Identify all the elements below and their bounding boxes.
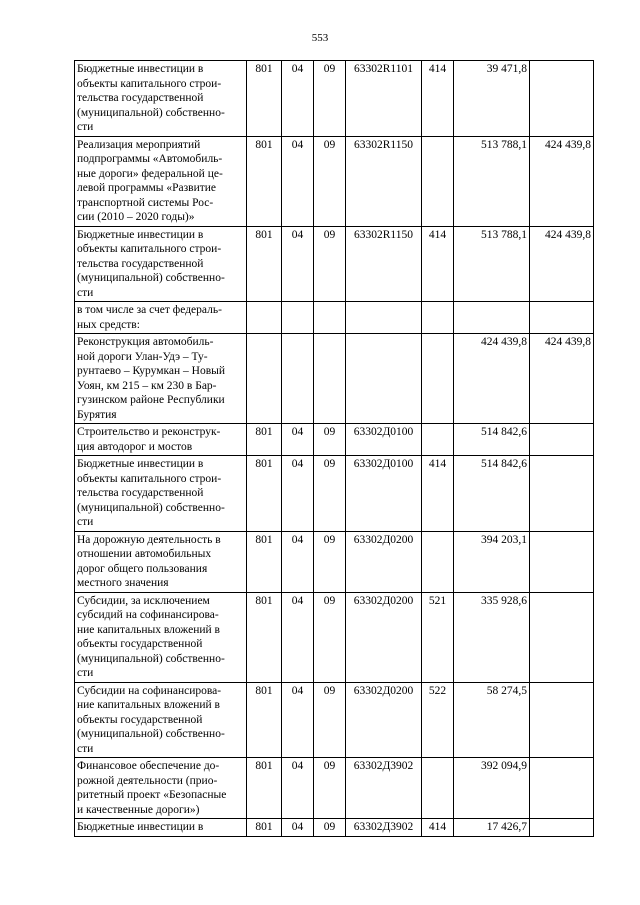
section-code-cell: 04 xyxy=(282,592,314,682)
target-code-cell: 63302Д3902 xyxy=(346,819,422,837)
section-code-cell: 04 xyxy=(282,758,314,819)
row-name-line: рожной деятельности (прио- xyxy=(77,774,218,787)
row-name-line: ритетный проект «Безопасные xyxy=(77,789,227,801)
table-row xyxy=(75,682,594,758)
subsection-code-cell xyxy=(314,334,346,424)
subsection-code-cell: 09 xyxy=(314,61,346,137)
row-name-line: местного значения xyxy=(77,577,169,589)
row-name-cell xyxy=(75,61,247,137)
row-name-cell xyxy=(75,758,247,819)
ministry-code-cell: 801 xyxy=(247,136,282,226)
ministry-code-cell xyxy=(247,334,282,424)
section-code-cell: 04 xyxy=(282,531,314,592)
table-row xyxy=(75,334,594,424)
amount-1-cell xyxy=(454,302,530,334)
subsection-code-cell: 09 xyxy=(314,758,346,819)
amount-1-cell: 514 842,6 xyxy=(454,456,530,532)
row-name-line: транспортной системы Рос- xyxy=(77,196,214,209)
row-name-line: ные дороги» федеральной це- xyxy=(77,167,223,180)
section-code-cell: 04 xyxy=(282,136,314,226)
amount-2-cell: 424 439,8 xyxy=(530,226,594,302)
target-code-cell: 63302Д0200 xyxy=(346,592,422,682)
row-name-line: сти xyxy=(77,286,94,299)
row-name-line: объекты государственной xyxy=(77,638,203,650)
amount-1-cell: 17 426,7 xyxy=(454,819,530,837)
row-name-cell xyxy=(75,592,247,682)
amount-1-cell: 424 439,8 xyxy=(454,334,530,424)
amount-2-cell xyxy=(530,61,594,137)
row-name-line: сти xyxy=(77,667,94,679)
expense-type-cell: 414 xyxy=(422,456,454,532)
row-name-cell xyxy=(75,334,247,424)
amount-1-cell: 392 094,9 xyxy=(454,758,530,819)
subsection-code-cell: 09 xyxy=(314,531,346,592)
target-code-cell: 63302R1150 xyxy=(346,226,422,302)
row-name-line: (муниципальной) собственно- xyxy=(77,652,225,665)
row-name-line: в том числе за счет федераль- xyxy=(77,304,222,316)
expense-type-cell: 522 xyxy=(422,682,454,758)
table-row xyxy=(75,592,594,682)
table-row xyxy=(75,302,594,334)
amount-2-cell xyxy=(530,819,594,837)
row-name-line: ние капитальных вложений в xyxy=(77,623,220,636)
row-name-line: тельства государственной xyxy=(77,92,204,104)
subsection-code-cell: 09 xyxy=(314,456,346,532)
row-name-cell xyxy=(75,424,247,456)
subsection-code-cell: 09 xyxy=(314,226,346,302)
table-row xyxy=(75,758,594,819)
target-code-cell: 63302Д0200 xyxy=(346,531,422,592)
subsection-code-cell: 09 xyxy=(314,136,346,226)
section-code-cell: 04 xyxy=(282,456,314,532)
row-name-line: Бюджетные инвестиции в xyxy=(77,63,204,75)
row-name-cell xyxy=(75,531,247,592)
section-code-cell: 04 xyxy=(282,819,314,837)
expense-type-cell: 414 xyxy=(422,61,454,137)
ministry-code-cell: 801 xyxy=(247,758,282,819)
target-code-cell: 63302Д0100 xyxy=(346,456,422,532)
ministry-code-cell xyxy=(247,302,282,334)
target-code-cell: 63302Д0200 xyxy=(346,682,422,758)
section-code-cell: 04 xyxy=(282,61,314,137)
amount-2-cell xyxy=(530,424,594,456)
amount-2-cell xyxy=(530,302,594,334)
row-name-line: (муниципальной) собственно- xyxy=(77,272,225,284)
row-name-line: (муниципальной) собственно- xyxy=(77,728,225,740)
expense-type-cell: 414 xyxy=(422,226,454,302)
table-body xyxy=(75,61,594,837)
row-name-line: Бюджетные инвестиции в xyxy=(77,821,204,833)
row-name-cell xyxy=(75,456,247,532)
subsection-code-cell xyxy=(314,302,346,334)
amount-2-cell xyxy=(530,531,594,592)
budget-table xyxy=(74,60,594,837)
row-name-line: сти xyxy=(77,742,94,755)
table-row xyxy=(75,531,594,592)
expense-type-cell xyxy=(422,334,454,424)
amount-1-cell: 513 788,1 xyxy=(454,136,530,226)
ministry-code-cell: 801 xyxy=(247,592,282,682)
expense-type-cell: 414 xyxy=(422,819,454,837)
row-name-line: ной дороги Улан-Удэ – Ту- xyxy=(77,350,208,363)
ministry-code-cell: 801 xyxy=(247,682,282,758)
section-code-cell xyxy=(282,334,314,424)
section-code-cell xyxy=(282,302,314,334)
row-name-line: рунтаево – Курумкан – Новый xyxy=(77,365,226,377)
ministry-code-cell: 801 xyxy=(247,424,282,456)
table-row xyxy=(75,61,594,137)
row-name-cell xyxy=(75,682,247,758)
row-name-line: (муниципальной) собственно- xyxy=(77,501,225,514)
row-name-line: Субсидии, за исключением xyxy=(77,594,210,607)
row-name-line: На дорожную деятельность в xyxy=(77,533,221,546)
target-code-cell: 63302Д0100 xyxy=(346,424,422,456)
row-name-line: ция автодорог и мостов xyxy=(77,440,193,453)
row-name-line: Реконструкция автомобиль- xyxy=(77,336,214,348)
row-name-cell xyxy=(75,302,247,334)
amount-1-cell: 39 471,8 xyxy=(454,61,530,137)
row-name-line: Субсидии на софинансирова- xyxy=(77,684,222,697)
row-name-cell xyxy=(75,226,247,302)
amount-1-cell: 58 274,5 xyxy=(454,682,530,758)
amount-2-cell xyxy=(530,682,594,758)
subsection-code-cell: 09 xyxy=(314,424,346,456)
table-row xyxy=(75,136,594,226)
amount-2-cell xyxy=(530,758,594,819)
row-name-cell xyxy=(75,136,247,226)
row-name-line: ние капитальных вложений в xyxy=(77,699,220,711)
row-name-line: Бюджетные инвестиции в xyxy=(77,458,204,470)
table-row xyxy=(75,424,594,456)
page-number: 553 xyxy=(311,32,329,44)
row-name-line: субсидий на софинансирова- xyxy=(77,609,219,621)
row-name-line: Бюджетные инвестиции в xyxy=(77,228,204,241)
ministry-code-cell: 801 xyxy=(247,456,282,532)
row-name-line: объекты капитального строи- xyxy=(77,77,222,90)
target-code-cell: 63302R1150 xyxy=(346,136,422,226)
target-code-cell: 63302R1101 xyxy=(346,61,422,137)
table-row xyxy=(75,456,594,532)
row-name-line: левой программы «Развитие xyxy=(77,182,217,194)
row-name-line: и качественные дороги») xyxy=(77,803,200,816)
row-name-line: Реализация мероприятий xyxy=(77,138,201,151)
ministry-code-cell: 801 xyxy=(247,531,282,592)
row-name-line: гузинском районе Республики xyxy=(77,394,225,406)
target-code-cell xyxy=(346,334,422,424)
row-name-line: подпрограммы «Автомобиль- xyxy=(77,153,223,165)
expense-type-cell xyxy=(422,302,454,334)
amount-1-cell: 394 203,1 xyxy=(454,531,530,592)
target-code-cell xyxy=(346,302,422,334)
subsection-code-cell: 09 xyxy=(314,682,346,758)
row-name-line: Финансовое обеспечение до- xyxy=(77,760,220,772)
row-name-cell xyxy=(75,819,247,837)
expense-type-cell xyxy=(422,136,454,226)
section-code-cell: 04 xyxy=(282,682,314,758)
row-name-line: дорог общего пользования xyxy=(77,562,208,575)
row-name-line: объекты капитального строи- xyxy=(77,243,222,255)
amount-2-cell xyxy=(530,456,594,532)
ministry-code-cell: 801 xyxy=(247,819,282,837)
amount-1-cell: 514 842,6 xyxy=(454,424,530,456)
amount-2-cell xyxy=(530,592,594,682)
subsection-code-cell: 09 xyxy=(314,819,346,837)
expense-type-cell xyxy=(422,758,454,819)
amount-2-cell: 424 439,8 xyxy=(530,334,594,424)
ministry-code-cell: 801 xyxy=(247,226,282,302)
row-name-line: сти xyxy=(77,516,94,528)
row-name-line: Строительство и реконструк- xyxy=(77,426,221,438)
row-name-line: отношении автомобильных xyxy=(77,548,212,560)
table-row xyxy=(75,226,594,302)
row-name-line: Бурятия xyxy=(77,408,117,421)
section-code-cell: 04 xyxy=(282,424,314,456)
amount-1-cell: 513 788,1 xyxy=(454,226,530,302)
row-name-line: ных средств: xyxy=(77,318,140,331)
row-name-line: тельства государственной xyxy=(77,257,204,270)
row-name-line: объекты государственной xyxy=(77,713,203,726)
amount-1-cell: 335 928,6 xyxy=(454,592,530,682)
row-name-line: Уоян, км 215 – км 230 в Бар- xyxy=(77,379,217,392)
target-code-cell: 63302Д3902 xyxy=(346,758,422,819)
row-name-line: сти xyxy=(77,121,94,133)
row-name-line: (муниципальной) собственно- xyxy=(77,106,225,119)
expense-type-cell xyxy=(422,531,454,592)
expense-type-cell xyxy=(422,424,454,456)
row-name-line: сии (2010 – 2020 годы)» xyxy=(77,211,195,223)
amount-2-cell: 424 439,8 xyxy=(530,136,594,226)
row-name-line: тельства государственной xyxy=(77,487,204,499)
row-name-line: объекты капитального строи- xyxy=(77,472,222,485)
ministry-code-cell: 801 xyxy=(247,61,282,137)
subsection-code-cell: 09 xyxy=(314,592,346,682)
expense-type-cell: 521 xyxy=(422,592,454,682)
table-row xyxy=(75,819,594,837)
section-code-cell: 04 xyxy=(282,226,314,302)
